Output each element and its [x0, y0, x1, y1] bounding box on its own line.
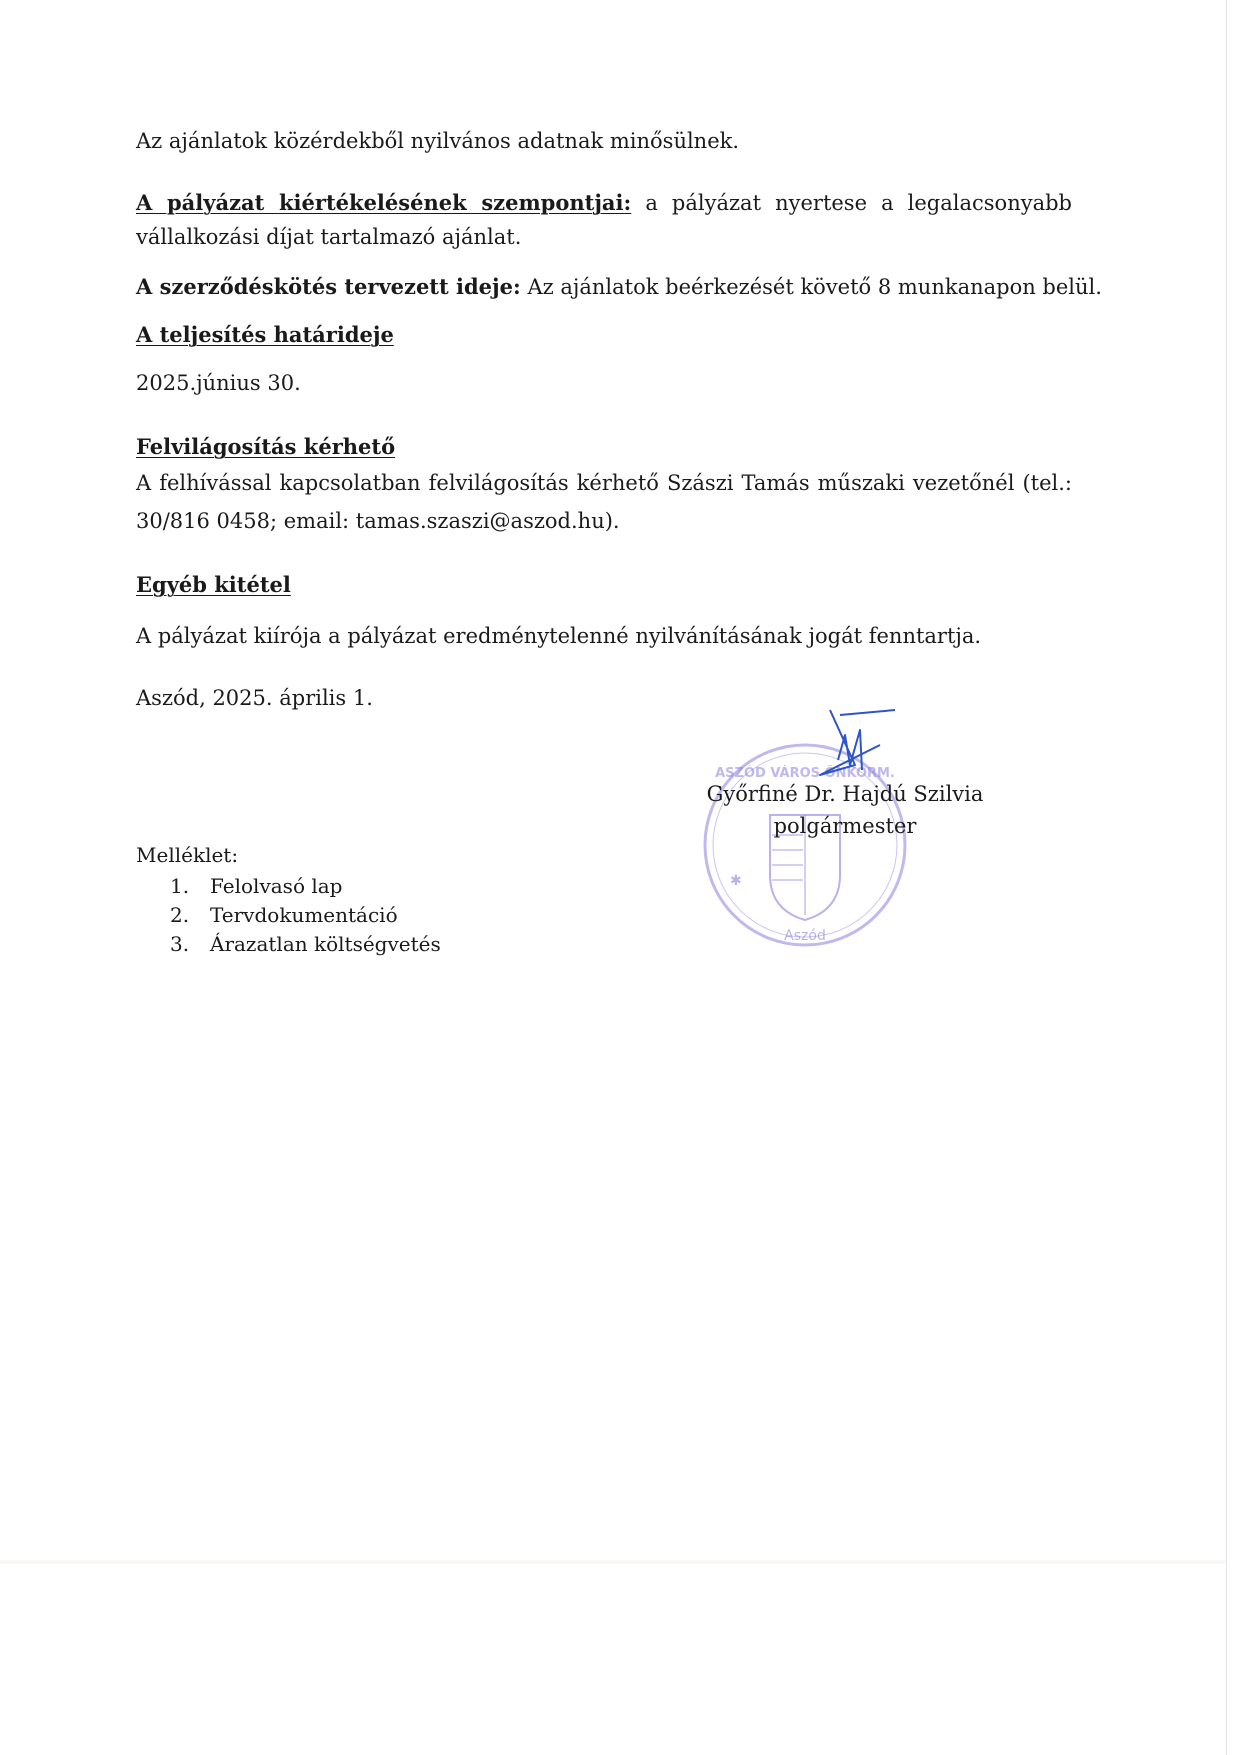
stamp-top-text: ASZÓD VÁROS ÖNKORM.	[715, 766, 895, 781]
signatory-name: Győrfiné Dr. Hajdú Szilvia	[706, 782, 984, 806]
public-data-paragraph: Az ajánlatok közérdekből nyilvános adatnak minősülnek.	[136, 129, 740, 153]
contract-text: Az ajánlatok beérkezését követő 8 munkanapon belül.	[527, 275, 1102, 299]
attachment-item: 1. Felolvasó lap	[170, 874, 343, 898]
attachments-label: Melléklet:	[136, 843, 239, 867]
other-text: A pályázat kiírója a pályázat eredménytelenné nyilvánításának jogát fenntartja.	[136, 624, 982, 648]
evaluation-label: A pályázat kiértékelésének szempontjai:	[136, 190, 632, 215]
info-line1: A felhívással kapcsolatban felvilágosítás kérhető Szászi Tamás műszaki vezetőnél (tel.:	[136, 471, 1072, 495]
stamp-star-icon: ✱	[730, 873, 742, 889]
other-heading: Egyéb kitétel	[136, 572, 291, 597]
attachment-item: 3. Árazatlan költségvetés	[170, 932, 441, 956]
place-date: Aszód, 2025. április 1.	[136, 686, 373, 710]
attachment-item: 2. Tervdokumentáció	[170, 903, 398, 927]
contract-label: A szerződéskötés tervezett ideje:	[136, 274, 521, 299]
evaluation-paragraph	[136, 188, 1072, 218]
info-line2: 30/816 0458; email: tamas.szaszi@aszod.hu).	[136, 509, 620, 533]
signatory-title: polgármester	[773, 814, 917, 838]
scan-edge-line	[1226, 0, 1227, 1755]
contract-paragraph	[136, 272, 1102, 302]
evaluation-text-line1: a pályázat nyertese a legalacsonyabb	[645, 191, 1072, 215]
deadline-value: 2025.június 30.	[136, 371, 301, 395]
deadline-heading: A teljesítés határideje	[136, 322, 394, 347]
stamp-bottom-text: Aszód	[784, 928, 826, 944]
info-heading: Felvilágosítás kérhető	[136, 434, 396, 459]
evaluation-text-line2: vállalkozási díjat tartalmazó ajánlat.	[136, 225, 522, 249]
scan-artifact-band	[0, 1560, 1226, 1564]
